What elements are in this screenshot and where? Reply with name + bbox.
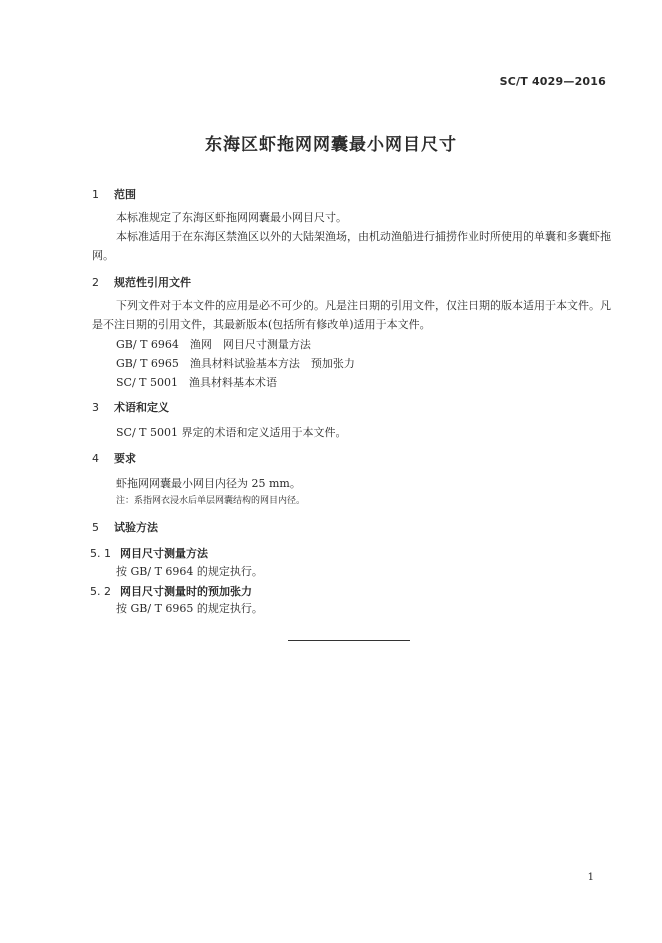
subsection-title: 网目尺寸测量时的预加张力 (120, 585, 252, 598)
section-1-paragraph-2: 本标准适用于在东海区禁渔区以外的大陆架渔场，由机动渔船进行捕捞作业时所使用的单囊和多囊虾拖网。 (92, 230, 611, 262)
section-2-paragraph-1: 下列文件对于本文件的应用是必不可少的。凡是注日期的引用文件，仅注日期的版本适用于本文件。凡是不注日期的引用文件，其最新版本(包括所有修改单)适用于本文件。 (92, 299, 611, 331)
section-5-2-paragraph: 按 GB/ T 6965 的规定执行。 (116, 602, 263, 615)
section-title: 范围 (114, 188, 136, 201)
section-3-paragraph-1: SC/ T 5001 界定的术语和定义适用于本文件。 (116, 426, 347, 439)
subsection-number: 5. 2 (90, 585, 111, 598)
reference-item: SC/ T 5001 渔具材料基本术语 (116, 376, 277, 389)
section-number: 1 (92, 188, 99, 201)
end-of-document-rule (288, 640, 410, 641)
section-title: 规范性引用文件 (114, 276, 191, 289)
section-3-heading (92, 399, 169, 415)
section-1-paragraph-1: 本标准规定了东海区虾拖网网囊最小网目尺寸。 (116, 211, 347, 224)
section-number: 3 (92, 401, 99, 414)
document-title: 东海区虾拖网网囊最小网目尺寸 (205, 135, 457, 155)
section-4-paragraph-1: 虾拖网网囊最小网目内径为 25 mm。 (116, 477, 301, 490)
section-number: 4 (92, 452, 99, 465)
standard-code: SC/T 4029—2016 (499, 75, 606, 88)
section-number: 5 (92, 521, 99, 534)
reference-item: GB/ T 6964 渔网 网目尺寸测量方法 (116, 338, 311, 351)
section-title: 要求 (114, 452, 136, 465)
section-title: 术语和定义 (114, 401, 169, 414)
subsection-number: 5. 1 (90, 547, 111, 560)
section-4-heading (92, 450, 136, 466)
section-title: 试验方法 (114, 521, 158, 534)
subsection-title: 网目尺寸测量方法 (120, 547, 208, 560)
section-4-note: 注：系指网衣浸水后单层网囊结构的网目内径。 (116, 496, 306, 506)
section-number: 2 (92, 276, 99, 289)
section-5-1-heading (90, 545, 208, 561)
section-5-1-paragraph: 按 GB/ T 6964 的规定执行。 (116, 565, 263, 578)
section-2-heading (92, 274, 191, 290)
reference-item: GB/ T 6965 渔具材料试验基本方法 预加张力 (116, 357, 355, 370)
page-number: 1 (587, 872, 594, 883)
section-5-2-heading (90, 583, 252, 599)
section-1-heading (92, 186, 136, 202)
section-5-heading (92, 519, 158, 535)
